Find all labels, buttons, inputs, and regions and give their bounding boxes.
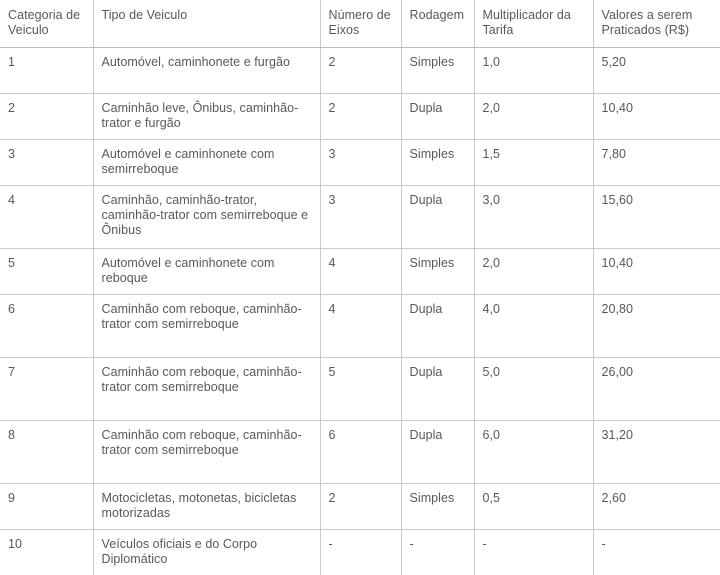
cell-eixos-value: 3 bbox=[328, 146, 336, 161]
cell-tipo bbox=[93, 139, 320, 185]
cell-valores bbox=[593, 483, 720, 529]
cell-multiplicador bbox=[474, 185, 593, 248]
cell-tipo bbox=[93, 420, 320, 483]
cell-categoria-value: 10 bbox=[8, 536, 23, 551]
cell-rodagem-value: Dupla bbox=[409, 364, 443, 379]
cell-rodagem bbox=[401, 294, 474, 357]
cell-tipo bbox=[93, 248, 320, 294]
cell-valores bbox=[593, 47, 720, 93]
table-body bbox=[0, 47, 720, 575]
cell-eixos-value: 3 bbox=[328, 192, 336, 207]
cell-tipo-value: Caminhão leve, Ônibus, caminhão-trator e furgão bbox=[101, 100, 299, 130]
cell-eixos bbox=[320, 185, 401, 248]
cell-valores bbox=[593, 139, 720, 185]
cell-tipo-value: Automóvel e caminhonete com reboque bbox=[101, 255, 275, 285]
cell-multiplicador-value: 4,0 bbox=[482, 301, 501, 316]
cell-valores-value: - bbox=[601, 536, 606, 551]
cell-eixos bbox=[320, 483, 401, 529]
cell-categoria-value: 2 bbox=[8, 100, 16, 115]
cell-categoria-value: 5 bbox=[8, 255, 16, 270]
cell-eixos bbox=[320, 139, 401, 185]
table-row bbox=[0, 357, 720, 420]
cell-eixos-value: 6 bbox=[328, 427, 336, 442]
column-header-rodagem bbox=[401, 0, 474, 47]
cell-rodagem-value: Simples bbox=[409, 146, 455, 161]
cell-multiplicador-value: 5,0 bbox=[482, 364, 501, 379]
cell-rodagem bbox=[401, 529, 474, 575]
cell-categoria bbox=[0, 47, 93, 93]
cell-multiplicador-value: 6,0 bbox=[482, 427, 501, 442]
table-row bbox=[0, 294, 720, 357]
column-header-eixos-label: Número de Eixos bbox=[328, 8, 391, 38]
cell-multiplicador-value: 2,0 bbox=[482, 255, 501, 270]
cell-valores-value: 10,40 bbox=[601, 100, 634, 115]
cell-categoria bbox=[0, 357, 93, 420]
cell-tipo bbox=[93, 357, 320, 420]
column-header-rodagem-label: Rodagem bbox=[409, 8, 465, 22]
cell-tipo-value: Veículos oficiais e do Corpo Diplomático bbox=[101, 536, 258, 566]
cell-multiplicador-value: 1,5 bbox=[482, 146, 501, 161]
cell-rodagem-value: Dupla bbox=[409, 100, 443, 115]
column-header-tipo-label: Tipo de Veiculo bbox=[101, 8, 188, 22]
table-row bbox=[0, 139, 720, 185]
cell-multiplicador bbox=[474, 529, 593, 575]
table-row bbox=[0, 47, 720, 93]
cell-tipo-value: Caminhão com reboque, caminhão-trator com semirreboque bbox=[101, 427, 302, 457]
cell-eixos-value: - bbox=[328, 536, 333, 551]
cell-rodagem bbox=[401, 185, 474, 248]
cell-tipo bbox=[93, 47, 320, 93]
cell-multiplicador bbox=[474, 248, 593, 294]
cell-tipo bbox=[93, 93, 320, 139]
cell-multiplicador bbox=[474, 294, 593, 357]
cell-categoria-value: 1 bbox=[8, 54, 16, 69]
cell-rodagem bbox=[401, 47, 474, 93]
cell-valores-value: 31,20 bbox=[601, 427, 634, 442]
cell-rodagem-value: Dupla bbox=[409, 301, 443, 316]
column-header-multiplicador-label: Multiplicador da Tarifa bbox=[482, 8, 571, 38]
column-header-categoria bbox=[0, 0, 93, 47]
cell-multiplicador-value: 1,0 bbox=[482, 54, 501, 69]
cell-eixos bbox=[320, 357, 401, 420]
cell-rodagem-value: Simples bbox=[409, 54, 455, 69]
cell-multiplicador-value: 2,0 bbox=[482, 100, 501, 115]
column-header-multiplicador bbox=[474, 0, 593, 47]
cell-eixos bbox=[320, 420, 401, 483]
cell-tipo-value: Caminhão com reboque, caminhão-trator com semirreboque bbox=[101, 301, 302, 331]
cell-categoria bbox=[0, 248, 93, 294]
table-header bbox=[0, 0, 720, 47]
cell-categoria-value: 6 bbox=[8, 301, 16, 316]
cell-categoria bbox=[0, 529, 93, 575]
cell-eixos bbox=[320, 93, 401, 139]
cell-rodagem bbox=[401, 420, 474, 483]
cell-categoria-value: 9 bbox=[8, 490, 16, 505]
cell-eixos bbox=[320, 47, 401, 93]
cell-tipo bbox=[93, 185, 320, 248]
cell-tipo-value: Caminhão, caminhão-trator, caminhão-trator com semirreboque e Ônibus bbox=[101, 192, 309, 237]
column-header-eixos bbox=[320, 0, 401, 47]
column-header-valores-label: Valores a serem Praticados (R$) bbox=[601, 8, 693, 38]
cell-rodagem bbox=[401, 93, 474, 139]
cell-valores-value: 2,60 bbox=[601, 490, 627, 505]
cell-rodagem bbox=[401, 483, 474, 529]
cell-tipo bbox=[93, 483, 320, 529]
cell-categoria bbox=[0, 294, 93, 357]
table-row bbox=[0, 185, 720, 248]
cell-valores-value: 20,80 bbox=[601, 301, 634, 316]
cell-valores bbox=[593, 248, 720, 294]
cell-rodagem bbox=[401, 248, 474, 294]
cell-categoria-value: 8 bbox=[8, 427, 16, 442]
table-row bbox=[0, 248, 720, 294]
cell-eixos-value: 2 bbox=[328, 54, 336, 69]
cell-valores bbox=[593, 185, 720, 248]
cell-multiplicador-value: 3,0 bbox=[482, 192, 501, 207]
cell-eixos bbox=[320, 248, 401, 294]
table-row bbox=[0, 93, 720, 139]
cell-valores-value: 10,40 bbox=[601, 255, 634, 270]
cell-valores bbox=[593, 93, 720, 139]
cell-multiplicador bbox=[474, 357, 593, 420]
cell-categoria bbox=[0, 185, 93, 248]
cell-rodagem bbox=[401, 139, 474, 185]
cell-multiplicador-value: 0,5 bbox=[482, 490, 501, 505]
cell-rodagem-value: Simples bbox=[409, 490, 455, 505]
cell-eixos-value: 2 bbox=[328, 490, 336, 505]
cell-tipo-value: Motocicletas, motonetas, bicicletas motorizadas bbox=[101, 490, 297, 520]
cell-categoria bbox=[0, 420, 93, 483]
cell-rodagem-value: - bbox=[409, 536, 414, 551]
column-header-tipo bbox=[93, 0, 320, 47]
cell-valores-value: 5,20 bbox=[601, 54, 627, 69]
cell-tipo bbox=[93, 529, 320, 575]
table-header-row bbox=[0, 0, 720, 47]
cell-categoria bbox=[0, 483, 93, 529]
cell-rodagem bbox=[401, 357, 474, 420]
cell-valores-value: 26,00 bbox=[601, 364, 634, 379]
cell-valores bbox=[593, 420, 720, 483]
cell-rodagem-value: Dupla bbox=[409, 427, 443, 442]
cell-valores-value: 7,80 bbox=[601, 146, 627, 161]
cell-categoria bbox=[0, 139, 93, 185]
cell-eixos bbox=[320, 529, 401, 575]
cell-multiplicador bbox=[474, 483, 593, 529]
table-row bbox=[0, 529, 720, 575]
table-row bbox=[0, 420, 720, 483]
cell-valores-value: 15,60 bbox=[601, 192, 634, 207]
cell-tipo-value: Caminhão com reboque, caminhão-trator com semirreboque bbox=[101, 364, 302, 394]
cell-categoria-value: 4 bbox=[8, 192, 16, 207]
cell-eixos-value: 5 bbox=[328, 364, 336, 379]
column-header-categoria-label: Categoria de Veiculo bbox=[8, 8, 81, 38]
cell-categoria-value: 7 bbox=[8, 364, 16, 379]
cell-multiplicador bbox=[474, 93, 593, 139]
cell-tipo-value: Automóvel, caminhonete e furgão bbox=[101, 54, 290, 69]
cell-multiplicador bbox=[474, 47, 593, 93]
cell-tipo-value: Automóvel e caminhonete com semirreboque bbox=[101, 146, 275, 176]
cell-categoria bbox=[0, 93, 93, 139]
cell-eixos-value: 4 bbox=[328, 255, 336, 270]
cell-eixos-value: 2 bbox=[328, 100, 336, 115]
cell-multiplicador bbox=[474, 139, 593, 185]
cell-valores bbox=[593, 529, 720, 575]
cell-multiplicador-value: - bbox=[482, 536, 487, 551]
cell-eixos-value: 4 bbox=[328, 301, 336, 316]
cell-rodagem-value: Dupla bbox=[409, 192, 443, 207]
cell-categoria-value: 3 bbox=[8, 146, 16, 161]
cell-rodagem-value: Simples bbox=[409, 255, 455, 270]
cell-valores bbox=[593, 294, 720, 357]
cell-multiplicador bbox=[474, 420, 593, 483]
column-header-valores bbox=[593, 0, 720, 47]
cell-valores bbox=[593, 357, 720, 420]
cell-tipo bbox=[93, 294, 320, 357]
table-row bbox=[0, 483, 720, 529]
cell-eixos bbox=[320, 294, 401, 357]
